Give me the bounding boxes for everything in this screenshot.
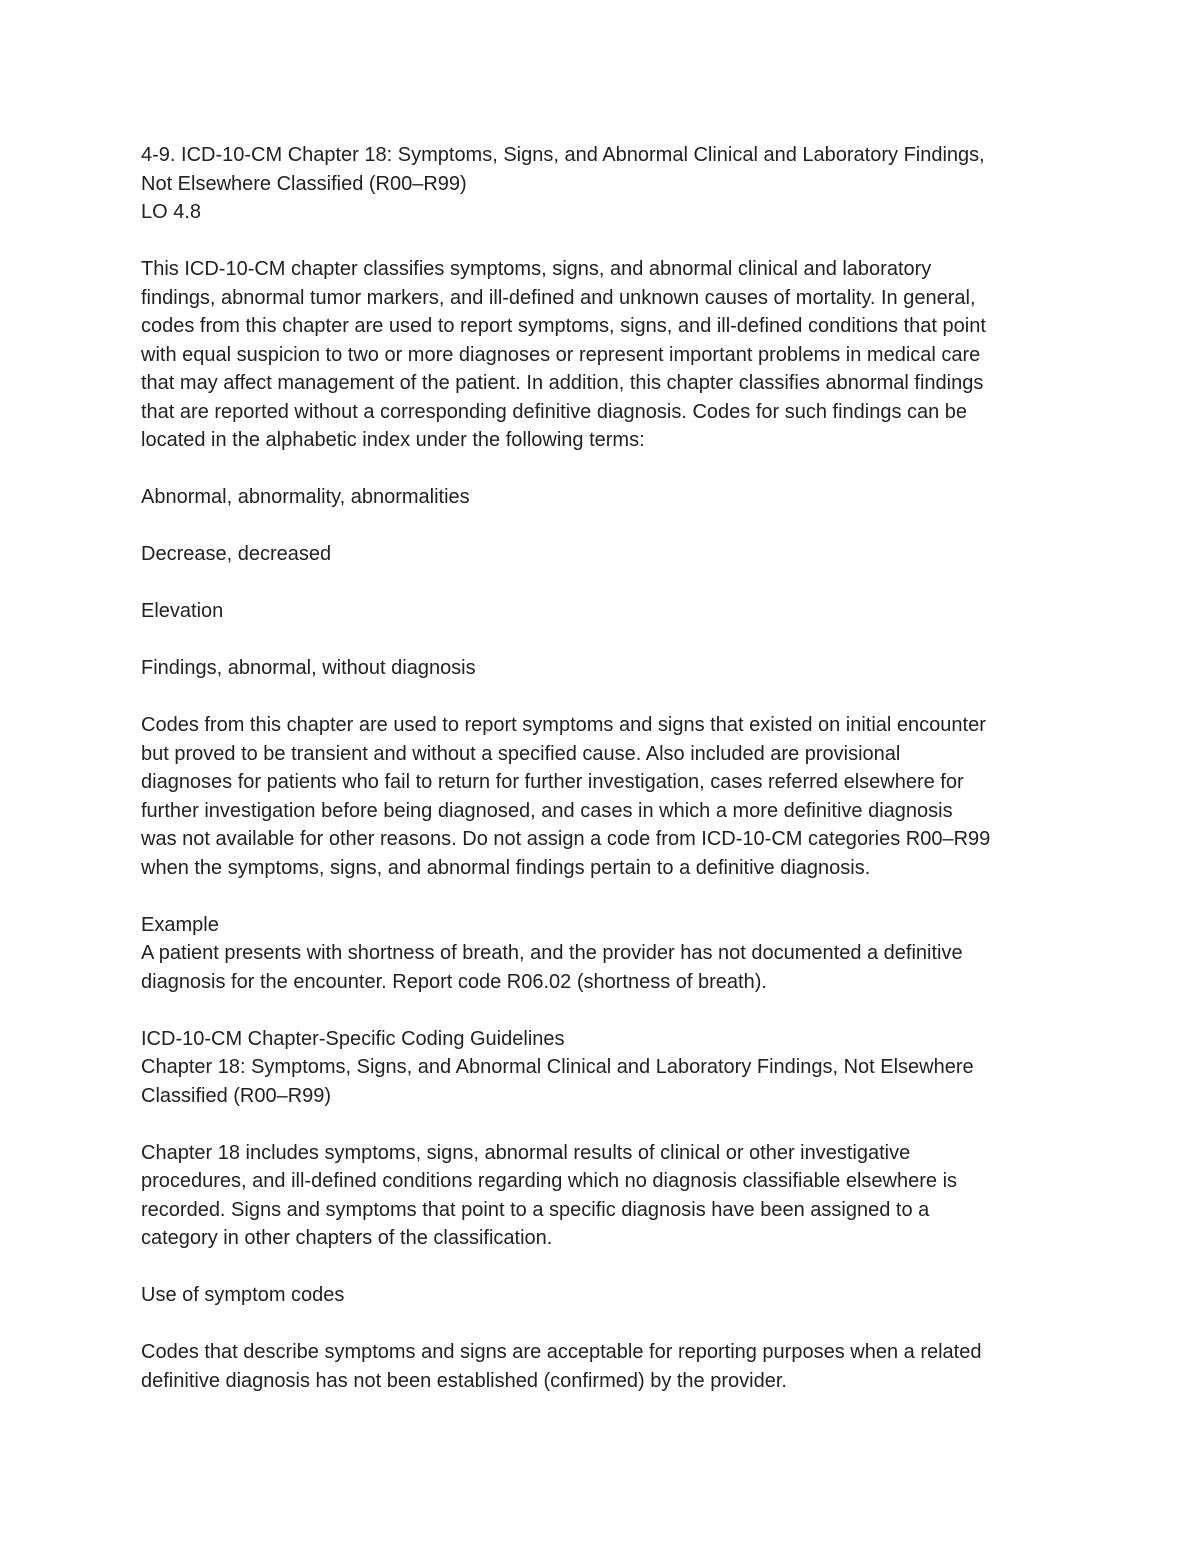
chapter-heading-line-1: 4-9. ICD-10-CM Chapter 18: Symptoms, Signs, and Abnormal Clinical and Laboratory Findings,: [141, 144, 985, 166]
index-term: Elevation: [141, 600, 224, 622]
guidelines-title: ICD-10-CM Chapter-Specific Coding Guidelines: [141, 1027, 565, 1050]
spacer: [141, 683, 1071, 712]
symptom-codes-paragraph: Codes that describe symptoms and signs are acceptable for reporting purposes when a related definitive diagnosis has not been established (confirmed) by the provider.: [141, 1341, 982, 1392]
spacer: [141, 626, 1071, 655]
spacer: [141, 882, 1071, 911]
chapter-paragraph: Chapter 18 includes symptoms, signs, abnormal results of clinical or other investigative procedures, and ill-defined conditions regarding which no diagnosis classifiable elsewhere is recorded. Signs and symptoms that point to a specific diagnosis have been assigned to a category in other chapters of the classification.: [141, 1141, 958, 1249]
symptom-codes-heading: Use of symptom codes: [141, 1284, 345, 1306]
second-paragraph: Codes from this chapter are used to report symptoms and signs that existed on initial encounter but proved to be transient and without a specified cause. Also included are provisional diagnoses for patients who fail to return for further investigation, cases referred elsewhere for further investigation before being diagnosed, and cases in which a more definitive diagnosis was not available for other reasons. Do not assign a code from ICD-10-CM categories R00–R99 when the symptoms, signs, and abnormal findings pertain to a definitive diagnosis.: [141, 714, 991, 879]
spacer: [141, 569, 1071, 598]
learning-objective: LO 4.8: [141, 201, 202, 223]
index-term: Decrease, decreased: [141, 543, 332, 565]
chapter-heading-line-2: Not Elsewhere Classified (R00–R99): [141, 172, 467, 195]
spacer: [141, 227, 1071, 256]
example-text: A patient presents with shortness of breath, and the provider has not documented a definitive diagnosis for the encounter. Report code R06.02 (shortness of breath).: [141, 942, 963, 993]
intro-paragraph: This ICD-10-CM chapter classifies symptoms, signs, and abnormal clinical and laboratory findings, abnormal tumor markers, and ill-defined and unknown causes of mortality. In general, codes from this chapter are used to report symptoms, signs, and ill-defined conditions that point with equal suspicion to two or more diagnoses or represent important problems in medical care that may affect management of the patient. In addition, this chapter classifies abnormal findings that are reported without a corresponding definitive diagnosis. Codes for such findings can be located in the alphabetic index under the following terms:: [141, 258, 986, 451]
index-term: Abnormal, abnormality, abnormalities: [141, 486, 470, 508]
index-term: Findings, abnormal, without diagnosis: [141, 657, 476, 679]
document-page: [141, 141, 1071, 1395]
spacer: [141, 1310, 1071, 1339]
guidelines-subtitle: Chapter 18: Symptoms, Signs, and Abnormal Clinical and Laboratory Findings, Not Elsewhere Classified (R00–R99): [141, 1056, 974, 1107]
spacer: [141, 1110, 1071, 1139]
spacer: [141, 1253, 1071, 1282]
spacer: [141, 455, 1071, 484]
spacer: [141, 512, 1071, 541]
spacer: [141, 996, 1071, 1025]
example-label: Example: [141, 913, 219, 936]
